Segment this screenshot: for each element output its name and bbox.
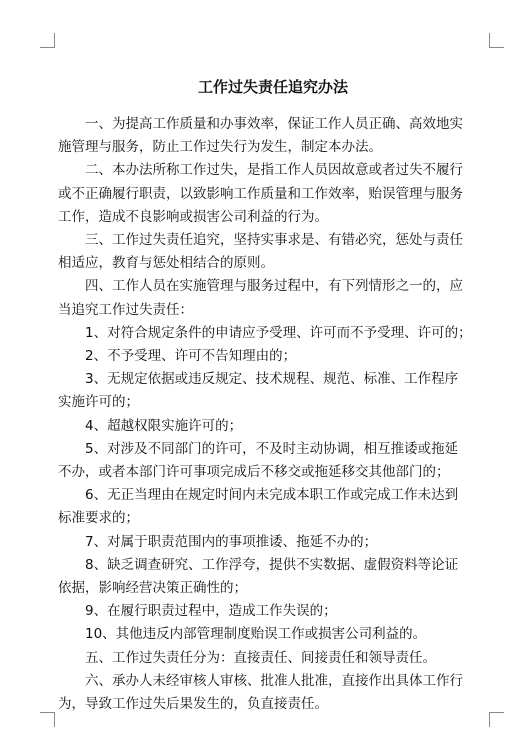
crop-mark-bottom-right xyxy=(489,712,504,727)
document-body xyxy=(58,74,488,716)
paragraph-first-line: 二、本办法所称工作过失，是指工作人员因故意或者过失不履行 xyxy=(85,162,463,179)
paragraph-continuation-line: 标准要求的； xyxy=(58,510,139,527)
paragraph-first-line: 五、工作过失责任分为：直接责任、间接责任和领导责任。 xyxy=(85,649,436,666)
paragraph-list xyxy=(58,113,488,716)
paragraph-first-line: 6、无正当理由在规定时间内未完成本职工作或完成工作未达到 xyxy=(85,487,459,504)
crop-mark-top-left xyxy=(40,33,55,48)
paragraph-continuation-line: 工作，造成不良影响或损害公司利益的行为。 xyxy=(58,208,328,225)
paragraph-first-line: 三、工作过失责任追究，坚持实事求是、有错必究，惩处与责任 xyxy=(85,232,463,249)
document-title: 工作过失责任追究办法 xyxy=(197,78,348,96)
paragraph-first-line: 3、无规定依据或违反规定、技术规程、规范、标准、工作程序 xyxy=(85,371,459,388)
paragraph-continuation-line: 为，导致工作过失后果发生的，负直接责任。 xyxy=(58,696,328,713)
paragraph-continuation-line: 不办，或者本部门许可事项完成后不移交或拖延移交其他部门的； xyxy=(58,464,450,481)
paragraph-first-line: 一、为提高工作质量和办事效率，保证工作人员正确、高效地实 xyxy=(85,116,463,132)
paragraph-continuation-line: 或不正确履行职责，以致影响工作质量和工作效率，贻误管理与服务 xyxy=(58,185,463,202)
paragraph-first-line: 5、对涉及不同部门的许可，不及时主动协调，相互推诿或拖延 xyxy=(85,440,459,457)
paragraph-first-line: 1、对符合规定条件的申请应予受理、许可而不予受理、许可的； xyxy=(85,324,472,341)
paragraph-continuation-line: 依据，影响经营决策正确性的； xyxy=(58,580,247,597)
paragraph-first-line: 10、其他违反内部管理制度贻误工作或损害公司利益的。 xyxy=(85,626,427,643)
paragraph-first-line: 2、不予受理、许可不告知理由的； xyxy=(85,348,297,365)
paragraph-continuation-line: 施管理与服务，防止工作过失行为发生，制定本办法。 xyxy=(58,139,382,156)
crop-mark-top-right xyxy=(489,33,504,48)
paragraph-first-line: 4、超越权限实施许可的； xyxy=(85,417,243,434)
paragraph-first-line: 8、缺乏调查研究、工作浮夸，提供不实数据、虚假资料等论证 xyxy=(85,556,459,573)
paragraph-first-line: 六、承办人未经审核人审核、批准人批准，直接作出具体工作行 xyxy=(85,672,463,689)
paragraph-first-line: 7、对属于职责范围内的事项推诿、拖延不办的； xyxy=(85,533,378,550)
paragraph-continuation-line: 实施许可的； xyxy=(58,394,139,411)
paragraph-continuation-line: 当追究工作过失责任： xyxy=(58,301,193,318)
paragraph-first-line: 四、工作人员在实施管理与服务过程中，有下列情形之一的，应 xyxy=(85,278,463,295)
crop-mark-bottom-left xyxy=(40,712,55,727)
paragraph-continuation-line: 相适应，教育与惩处相结合的原则。 xyxy=(58,255,274,272)
paragraph-first-line: 9、在履行职责过程中，造成工作失误的； xyxy=(85,603,337,620)
